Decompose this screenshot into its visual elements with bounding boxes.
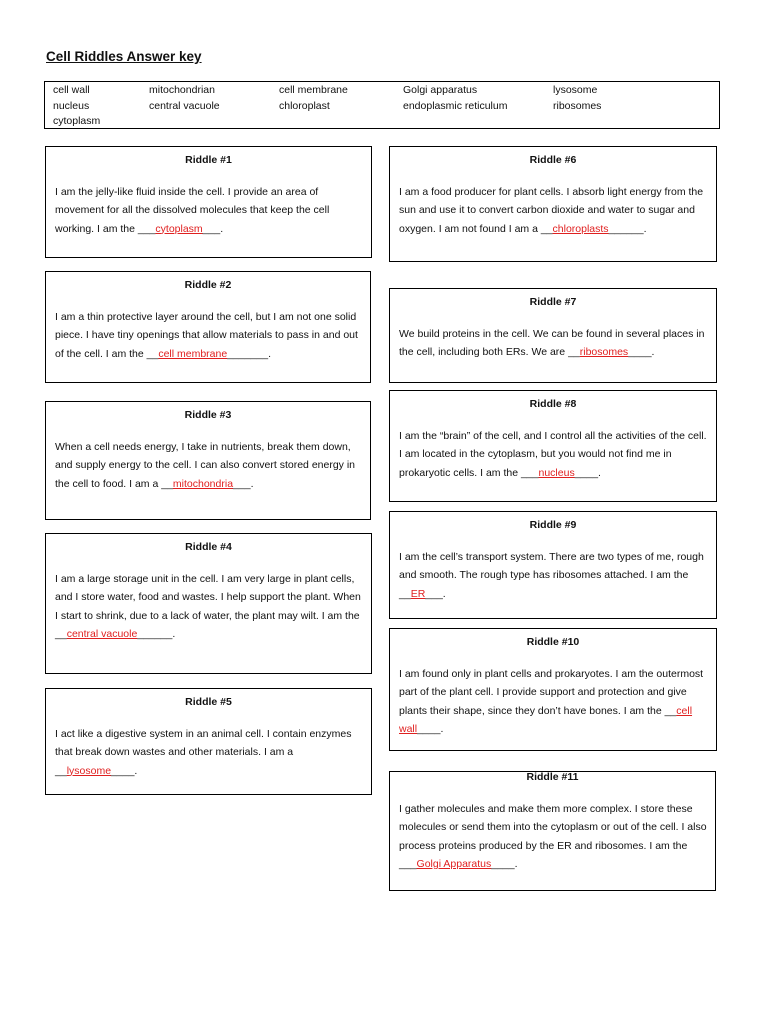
riddle-answer: cell wall [399,704,693,735]
riddle-answer: Golgi Apparatus [416,857,492,870]
word-bank-item: cytoplasm [53,115,101,127]
riddle-question: I am a large storage unit in the cell. I am very large in plant cells, and I store water, food and wastes. I help support the plant. When I start to shrink, due to a lack of water, the plant may wilt. I am the [55,573,361,622]
answer-blank-post: ____. [574,466,601,479]
riddle-title: Riddle #8 [529,398,577,410]
riddle-2-card [45,271,371,383]
riddle-text [55,570,365,643]
answer-blank-post: ___. [425,587,446,600]
word-bank-item: Golgi apparatus [403,84,478,96]
answer-blank-pre: __ [55,627,67,640]
answer-blank-post: ___. [202,222,224,235]
riddle-question: I am a thin protective layer around the cell, but I am not one solid piece. I have tiny openings that allow materials to pass in and out of the cell. I am the [55,311,358,360]
answer-blank-post: ____. [417,722,444,735]
riddle-text [399,325,710,362]
riddle-question: When a cell needs energy, I take in nutrients, break them down, and supply energy to the cell. I can also convert stored energy in the cell to food. I am a [55,441,356,490]
answer-blank-post: ____. [111,764,138,777]
riddle-title: Riddle #2 [184,279,232,291]
riddle-text [399,665,710,738]
riddle-answer: ribosomes [579,346,629,359]
answer-blank-pre: __ [664,704,677,717]
riddle-title: Riddle #10 [526,636,580,648]
riddle-title: Riddle #6 [529,154,577,166]
riddle-question: I am a food producer for plant cells. I absorb light energy from the sun and use it to convert carbon dioxide and water to sugar and oxygen. I am not found I am a [399,186,704,235]
riddle-question: We build proteins in the cell. We can be found in several places in the cell, including both ERs. We are [399,328,705,359]
page-title: Cell Riddles Answer key [46,49,202,64]
riddle-question: I act like a digestive system in an animal cell. I contain enzymes that break down wastes and other materials. I am a [55,728,352,759]
riddle-4-card [45,533,372,674]
word-bank-item: endoplasmic reticulum [403,100,508,112]
word-bank-item: cell wall [53,84,90,96]
riddle-7-card [389,288,717,383]
riddle-title: Riddle #11 [526,771,579,783]
riddle-8-card [389,390,717,502]
riddle-question: I am found only in plant cells and prokaryotes. I am the outermost part of the plant cell. I provide support and protection and give plants their shape, since they don’t have bones. I am the [399,668,704,717]
riddle-title: Riddle #3 [184,409,232,421]
riddle-text [399,183,710,238]
word-bank-item: lysosome [553,84,598,96]
answer-blank-pre: __ [540,222,553,235]
answer-blank-pre: __ [399,587,411,600]
riddle-title: Riddle #9 [529,519,577,531]
riddle-10-card [389,628,717,751]
riddle-answer: cell membrane [158,347,228,360]
answer-blank-pre: ___ [399,857,417,870]
riddle-answer: cytoplasm [155,222,203,235]
word-bank-item: chloroplast [279,100,330,112]
answer-blank-pre: __ [146,347,159,360]
answer-blank-pre: __ [568,346,580,359]
riddle-text [399,800,709,873]
riddle-11-card [389,771,716,891]
riddle-9-card [389,511,717,619]
riddle-question: I gather molecules and make them more complex. I store these molecules or send them into the cytoplasm or out of the cell. I also process proteins produced by the ER and ribosomes. I am the [399,803,707,852]
riddle-text [55,438,364,493]
riddle-title: Riddle #1 [185,154,232,166]
riddle-title: Riddle #7 [529,296,577,308]
word-bank-item: central vacuole [149,100,220,112]
riddle-3-card [45,401,371,520]
riddle-answer: nucleus [538,466,575,479]
riddle-answer: mitochondria [172,477,234,490]
riddle-title: Riddle #5 [185,696,232,708]
riddle-answer: central vacuole [66,627,138,640]
answer-blank-post: ____. [628,346,655,359]
word-bank-item: cell membrane [279,84,348,96]
riddle-question: I am the jelly-like fluid inside the cell. I provide an area of movement for all the dissolved molecules that keep the cell working. I am the [55,186,330,235]
riddle-answer: lysosome [66,764,112,777]
word-bank [44,81,720,129]
riddle-question: I am the cell’s transport system. There are two types of me, rough and smooth. The rough type has ribosomes attached. I am the [399,551,704,582]
answer-blank-pre: ___ [137,222,156,235]
answer-blank-post: ____. [491,857,518,870]
word-bank-item: nucleus [53,100,90,112]
riddle-6-card [389,146,717,262]
answer-blank-post: ______. [137,627,176,640]
riddle-title: Riddle #4 [185,541,232,553]
riddle-answer: ER [410,587,426,600]
word-bank-item: mitochondrian [149,84,215,96]
riddle-answer: chloroplasts [552,222,609,235]
riddle-text [55,183,365,238]
answer-blank-post: ___. [233,477,254,490]
riddle-5-card [45,688,372,795]
riddle-text [55,725,365,780]
answer-blank-pre: ___ [520,466,539,479]
riddle-text [399,427,710,482]
answer-blank-post: _______. [227,347,271,360]
word-bank-item: ribosomes [553,100,602,112]
riddle-text [399,548,710,603]
answer-blank-pre: __ [55,764,67,777]
riddle-text [55,308,364,363]
answer-blank-post: ______. [608,222,647,235]
riddle-question: I am the “brain” of the cell, and I control all the activities of the cell. I am located in the cytoplasm, but you would not find me in prokaryotic cells. I am the [399,430,707,479]
riddle-1-card [45,146,372,258]
answer-blank-pre: __ [161,477,173,490]
